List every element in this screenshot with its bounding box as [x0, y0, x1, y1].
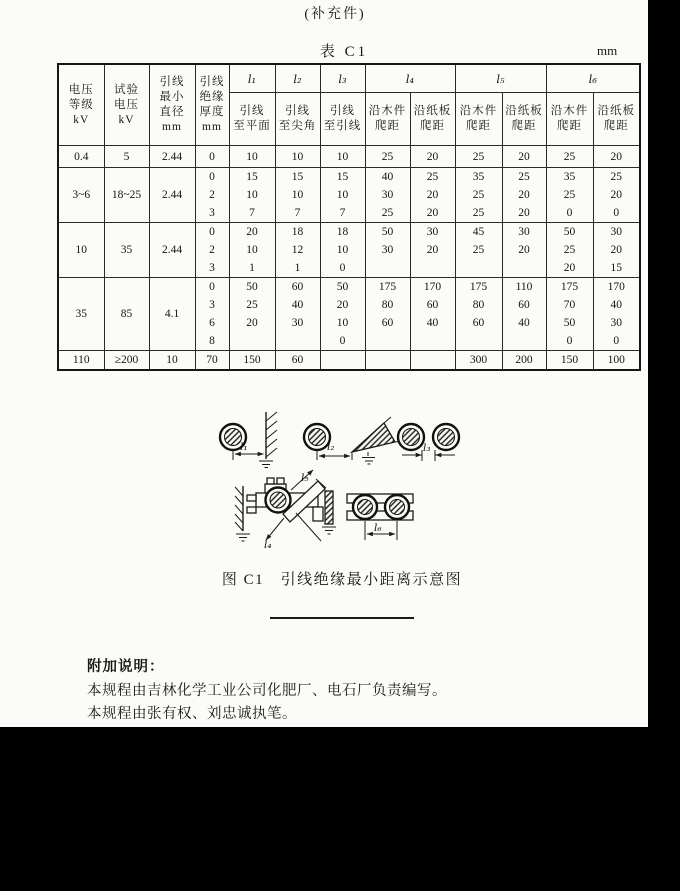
data-cell: 300 — [455, 351, 502, 371]
data-cell: 50 — [320, 278, 365, 297]
diameter-cell: 2.44 — [149, 146, 195, 168]
test-cell: 5 — [104, 146, 149, 168]
data-cell: 10 — [229, 146, 275, 168]
wire-core-hatch — [225, 429, 242, 446]
test-cell: 18~25 — [104, 168, 149, 223]
data-cell: 40 — [365, 168, 410, 187]
data-cell: 35 — [546, 168, 593, 187]
test-cell: ≥200 — [104, 351, 149, 371]
data-cell: 10 — [320, 186, 365, 204]
data-cell: 25 — [229, 296, 275, 314]
table-title: 表 C1 — [319, 44, 369, 60]
voltage-cell: 35 — [58, 278, 104, 351]
data-cell: 1 — [229, 259, 275, 278]
wire-core-hatch — [309, 429, 326, 446]
voltage-cell: 3~6 — [58, 168, 104, 223]
data-cell: 18 — [275, 223, 320, 242]
data-cell: 0 — [195, 168, 229, 187]
data-cell: 35 — [455, 168, 502, 187]
data-cell: 10 — [229, 241, 275, 259]
data-cell: 20 — [410, 146, 455, 168]
diagram-lead-to-plane — [220, 412, 277, 468]
diameter-cell: 10 — [149, 351, 195, 371]
unit-label: mm — [597, 43, 618, 58]
data-cell: 30 — [593, 223, 640, 242]
data-cell: 10 — [229, 186, 275, 204]
subheader-5: 沿木件 爬距 — [455, 93, 502, 146]
data-cell — [410, 332, 455, 351]
voltage-cell: 0.4 — [58, 146, 104, 168]
test-cell: 85 — [104, 278, 149, 351]
data-cell: 18 — [320, 223, 365, 242]
data-cell: 30 — [502, 223, 546, 242]
data-cell: 100 — [593, 351, 640, 371]
diameter-cell: 2.44 — [149, 223, 195, 278]
data-cell: 10 — [275, 186, 320, 204]
figure-label-l5: l₅ — [301, 472, 309, 484]
data-cell: 175 — [546, 278, 593, 297]
data-cell: 7 — [229, 204, 275, 223]
header-l4: l₄ — [365, 64, 455, 93]
data-cell: 200 — [502, 351, 546, 371]
data-cell: 2 — [195, 186, 229, 204]
data-cell: 20 — [229, 314, 275, 332]
data-cell: 40 — [410, 314, 455, 332]
wire-core-hatch — [358, 500, 373, 515]
subheader-2: 引线 至引线 — [320, 93, 365, 146]
subheader-3: 沿木件 爬距 — [365, 93, 410, 146]
figure-label-l3: l₃ — [423, 442, 431, 454]
notes-line: 本规程由吉林化学工业公司化肥厂、电石厂负责编写。 — [87, 683, 447, 699]
supplement-label: (补充件) — [304, 7, 366, 22]
data-cell: 60 — [275, 351, 320, 371]
data-cell: 20 — [593, 241, 640, 259]
figure-label-l6: l₆ — [374, 522, 382, 534]
data-cell: 175 — [365, 278, 410, 297]
section-divider — [270, 617, 414, 619]
data-cell: 20 — [593, 186, 640, 204]
data-cell: 12 — [275, 241, 320, 259]
data-cell: 30 — [593, 314, 640, 332]
data-cell: 15 — [320, 168, 365, 187]
data-cell: 25 — [365, 204, 410, 223]
data-cell: 0 — [195, 223, 229, 242]
wall-hatch-strokes — [266, 412, 277, 457]
test-cell: 35 — [104, 223, 149, 278]
diagram-paperboard-creepage — [347, 494, 413, 540]
data-cell: 50 — [546, 223, 593, 242]
data-cell: 30 — [410, 223, 455, 242]
data-cell: 25 — [365, 146, 410, 168]
diagram-lead-to-corner — [304, 417, 403, 464]
header-l5: l₅ — [455, 64, 546, 93]
table-row — [58, 278, 640, 297]
bolt — [247, 495, 256, 501]
data-cell: 0 — [546, 332, 593, 351]
data-cell — [410, 259, 455, 278]
data-cell: 10 — [320, 146, 365, 168]
data-cell: 3 — [195, 296, 229, 314]
subheader-4: 沿纸板 爬距 — [410, 93, 455, 146]
data-cell — [229, 332, 275, 351]
sharp-corner-shape — [352, 423, 395, 452]
data-cell: 25 — [546, 186, 593, 204]
data-cell: 175 — [455, 278, 502, 297]
data-cell: 25 — [455, 146, 502, 168]
data-cell — [275, 332, 320, 351]
data-cell: 20 — [593, 146, 640, 168]
header-l6: l₆ — [546, 64, 640, 93]
subheader-0: 引线 至平面 — [229, 93, 275, 146]
subheader-1: 引线 至尖角 — [275, 93, 320, 146]
data-cell: 30 — [365, 186, 410, 204]
figure-label-l2: l₂ — [327, 441, 335, 453]
data-cell — [365, 259, 410, 278]
data-cell: 50 — [229, 278, 275, 297]
data-cell: 20 — [320, 296, 365, 314]
data-cell: 25 — [546, 146, 593, 168]
table-row — [58, 168, 640, 187]
figure-caption: 图 C1 引线绝缘最小距离示意图 — [221, 572, 463, 588]
header-l3: l₃ — [320, 64, 365, 93]
data-cell: 150 — [229, 351, 275, 371]
data-cell: 80 — [455, 296, 502, 314]
data-cell: 40 — [593, 296, 640, 314]
right-wall-strip — [325, 491, 333, 524]
data-cell: 25 — [410, 168, 455, 187]
header-l2: l₂ — [275, 64, 320, 93]
table-row — [58, 223, 640, 242]
data-cell: 30 — [275, 314, 320, 332]
data-cell — [455, 259, 502, 278]
data-cell: 20 — [502, 204, 546, 223]
dimension-line-l4 — [266, 518, 284, 540]
subheader-7: 沿木件 爬距 — [546, 93, 593, 146]
data-cell: 0 — [195, 278, 229, 297]
data-cell: 45 — [455, 223, 502, 242]
data-cell: 70 — [195, 351, 229, 371]
data-cell: 70 — [546, 296, 593, 314]
header-l1: l₁ — [229, 64, 275, 93]
data-cell — [502, 332, 546, 351]
diameter-cell: 2.44 — [149, 168, 195, 223]
wood-step — [313, 507, 323, 521]
data-cell: 3 — [195, 259, 229, 278]
data-cell: 7 — [275, 204, 320, 223]
notes-title: 附加说明： — [87, 659, 165, 675]
data-cell: 60 — [365, 314, 410, 332]
table-row — [58, 146, 640, 168]
header-col-2: 引线 最小 直径 mm — [149, 64, 195, 146]
data-cell — [365, 351, 410, 371]
spec-table — [57, 63, 641, 371]
data-cell: 0 — [546, 204, 593, 223]
data-cell — [320, 351, 365, 371]
data-cell: 7 — [320, 204, 365, 223]
ground-symbol — [362, 452, 375, 464]
data-cell: 0 — [195, 146, 229, 168]
data-cell: 1 — [275, 259, 320, 278]
data-cell: 170 — [593, 278, 640, 297]
data-cell: 30 — [365, 241, 410, 259]
data-cell: 20 — [502, 146, 546, 168]
data-cell: 0 — [593, 204, 640, 223]
data-cell: 0 — [320, 259, 365, 278]
data-cell — [410, 351, 455, 371]
data-cell: 0 — [593, 332, 640, 351]
data-cell: 20 — [229, 223, 275, 242]
scan-black-bar-bottom — [0, 727, 680, 891]
data-cell: 10 — [275, 146, 320, 168]
data-cell: 170 — [410, 278, 455, 297]
figure-c1-diagram — [190, 405, 490, 560]
subheader-6: 沿纸板 爬距 — [502, 93, 546, 146]
table-row — [58, 351, 640, 371]
data-cell: 8 — [195, 332, 229, 351]
data-cell: 25 — [455, 186, 502, 204]
header-col-1: 试验 电压 kV — [104, 64, 149, 146]
voltage-cell: 110 — [58, 351, 104, 371]
data-cell: 80 — [365, 296, 410, 314]
data-cell: 40 — [275, 296, 320, 314]
data-cell: 25 — [502, 168, 546, 187]
data-cell: 40 — [502, 314, 546, 332]
data-cell: 6 — [195, 314, 229, 332]
bolt — [277, 478, 284, 484]
data-cell: 150 — [546, 351, 593, 371]
data-cell: 20 — [546, 259, 593, 278]
data-cell: 25 — [455, 204, 502, 223]
data-cell: 15 — [593, 259, 640, 278]
voltage-cell: 10 — [58, 223, 104, 278]
data-cell: 25 — [455, 241, 502, 259]
bolt — [247, 507, 256, 513]
bolt — [267, 478, 274, 484]
data-cell: 15 — [229, 168, 275, 187]
diagram-wood-creepage — [235, 470, 336, 551]
data-cell: 0 — [320, 332, 365, 351]
wire-core-hatch — [403, 429, 420, 446]
data-cell: 60 — [502, 296, 546, 314]
data-cell: 20 — [502, 241, 546, 259]
data-cell: 20 — [410, 241, 455, 259]
data-cell: 60 — [410, 296, 455, 314]
data-cell: 50 — [546, 314, 593, 332]
diameter-cell: 4.1 — [149, 278, 195, 351]
data-cell: 3 — [195, 204, 229, 223]
data-cell: 15 — [275, 168, 320, 187]
wire-core-hatch — [438, 429, 455, 446]
data-cell: 60 — [275, 278, 320, 297]
header-col-3: 引线 绝缘 厚度 mm — [195, 64, 229, 146]
figure-label-l4: l₄ — [264, 539, 272, 551]
ground-symbol — [259, 461, 273, 468]
ground-symbol — [236, 534, 250, 541]
data-cell: 50 — [365, 223, 410, 242]
diagram-lead-to-lead — [398, 424, 459, 461]
data-cell: 60 — [455, 314, 502, 332]
left-wall-hatch — [235, 487, 243, 531]
wire-core-hatch — [390, 500, 405, 515]
data-cell: 2 — [195, 241, 229, 259]
data-cell: 20 — [410, 204, 455, 223]
data-cell: 10 — [320, 241, 365, 259]
data-cell — [365, 332, 410, 351]
figure-label-l1: l₁ — [240, 441, 248, 453]
data-cell — [502, 259, 546, 278]
data-cell: 20 — [502, 186, 546, 204]
ground-symbol — [322, 527, 336, 534]
notes-line: 本规程由张有权、刘忠诚执笔。 — [87, 706, 297, 722]
wire-core-hatch — [270, 492, 286, 508]
data-cell: 110 — [502, 278, 546, 297]
data-cell: 20 — [410, 186, 455, 204]
header-col-0: 电压 等级 kV — [58, 64, 104, 146]
data-cell — [455, 332, 502, 351]
data-cell: 25 — [593, 168, 640, 187]
data-cell: 10 — [320, 314, 365, 332]
data-cell: 25 — [546, 241, 593, 259]
subheader-8: 沿纸板 爬距 — [593, 93, 640, 146]
